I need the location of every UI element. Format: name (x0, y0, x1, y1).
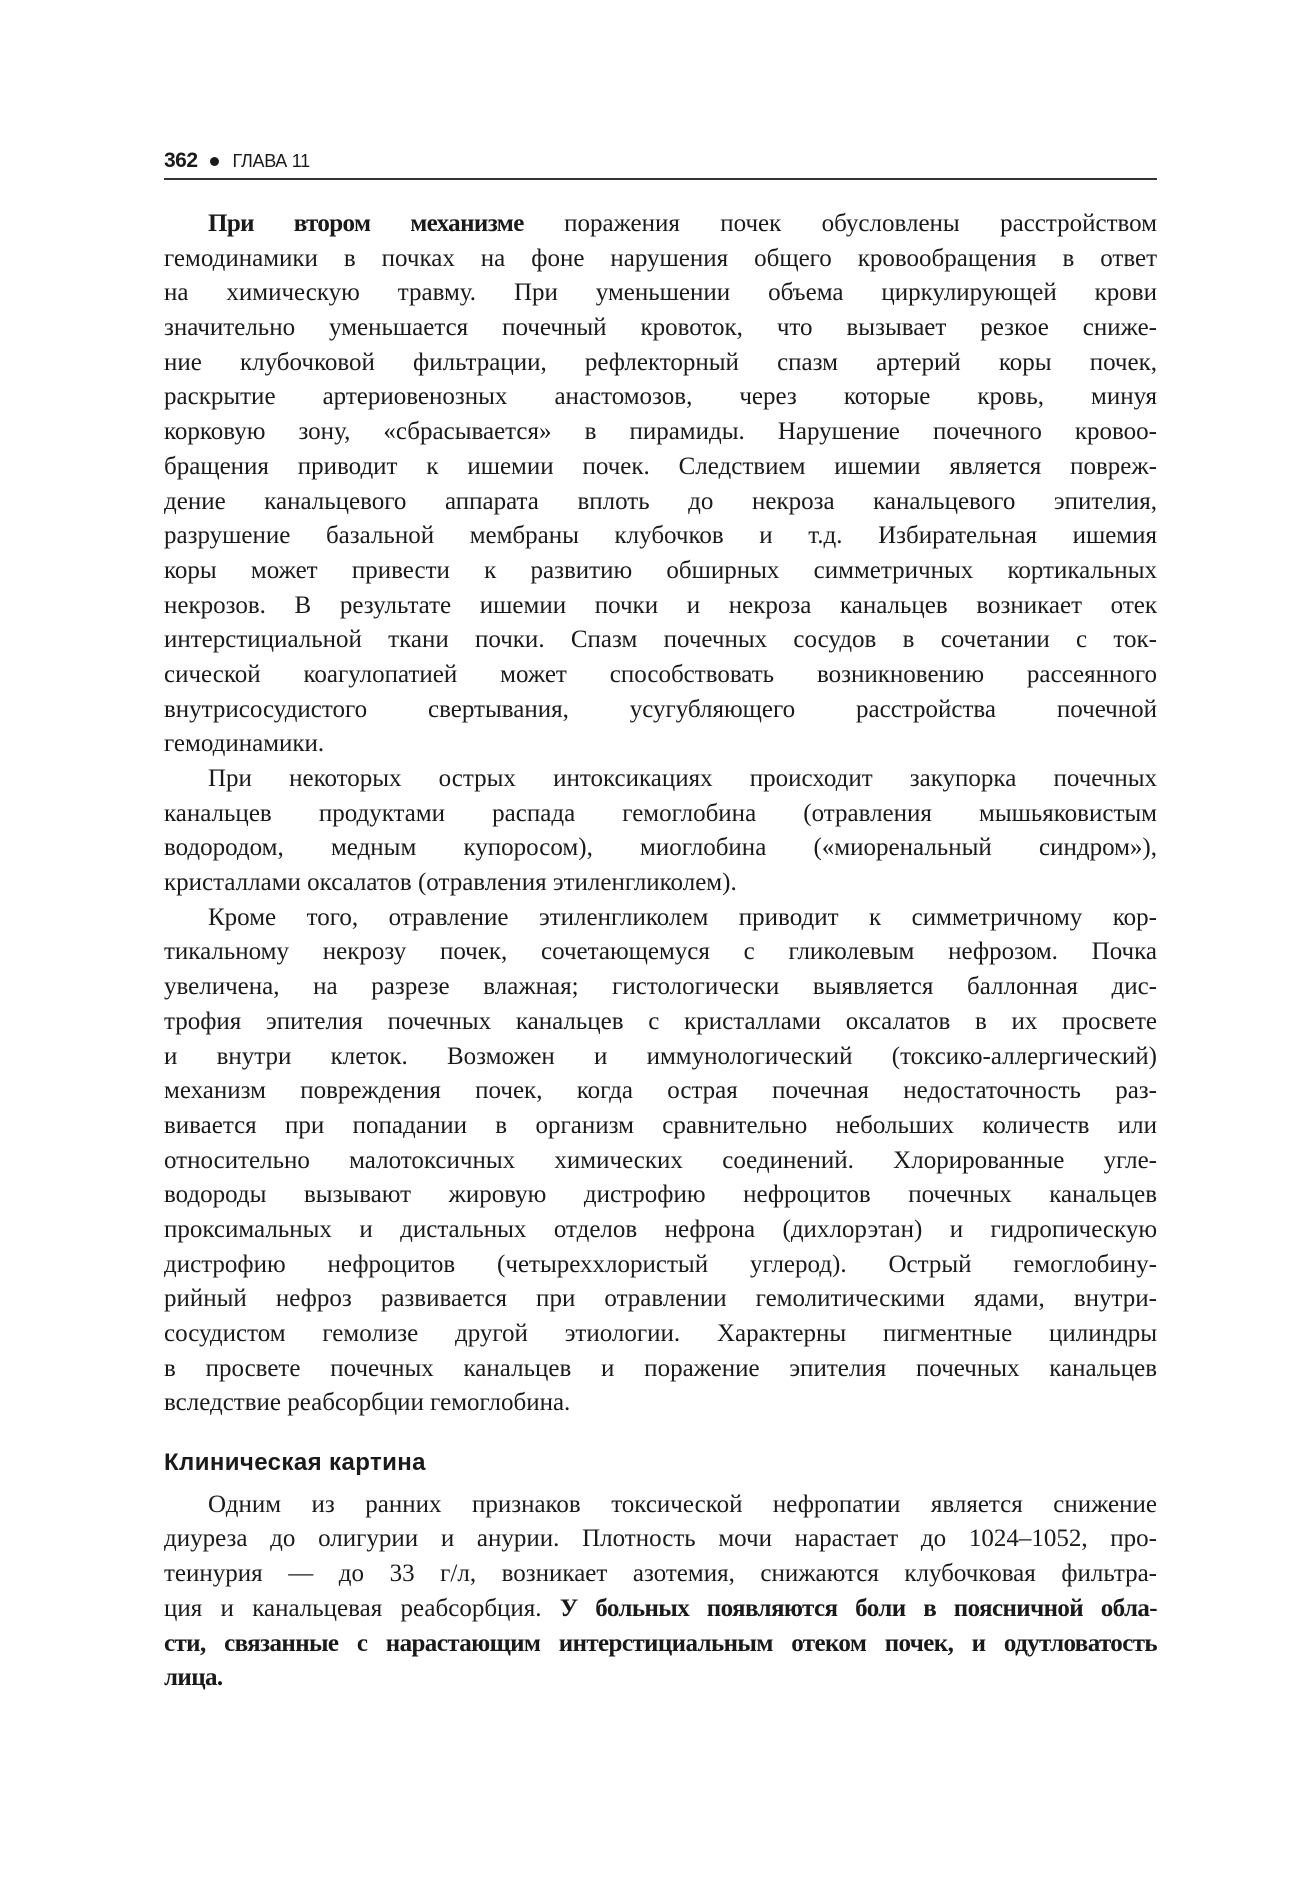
text-line: гемодинамики. (164, 730, 325, 758)
page-body (164, 207, 1157, 1696)
text-line: значительно уменьшается почечный кровоток, что вызывает резкое сниже- (164, 314, 1157, 342)
text-line: некрозов. В результате ишемии почки и некроза канальцев возникает отек (164, 591, 1157, 619)
text-line: механизм повреждения почек, когда острая почечная недостаточность раз- (164, 1077, 1157, 1105)
text-line (164, 1627, 1157, 1662)
paragraph (164, 901, 1157, 1421)
text-line: бращения приводит к ишемии почек. Следствием ишемии является повреж- (164, 452, 1157, 480)
text-line (164, 207, 1157, 242)
page-number: 362 (164, 149, 198, 172)
text-line: сической коагулопатией может способствовать возникновению рассеянного (164, 660, 1157, 688)
text-line: дение канальцевого аппарата вплоть до некроза канальцевого эпителия, (164, 487, 1157, 515)
paragraph (164, 1488, 1157, 1696)
text-line: увеличена, на разрезе влажная; гистологически выявляется баллонная дис- (164, 973, 1157, 1001)
text-line: водороды вызывают жировую дистрофию нефроцитов почечных канальцев (164, 1181, 1157, 1209)
header-rule (164, 178, 1157, 180)
text-line: вивается при попадании в организм сравнительно небольших количеств или (164, 1111, 1157, 1139)
bold-text: При втором механизме (208, 210, 524, 237)
text-line: на химическую травму. При уменьшении объема циркулирующей крови (164, 279, 1157, 307)
paragraphs-before (164, 207, 1157, 1421)
text-line: разрушение базальной мембраны клубочков и т.д. Избирательная ишемия (164, 522, 1157, 550)
text-line: в просвете почечных канальцев и поражение эпителия почечных канальцев (164, 1354, 1157, 1382)
text-line: корковую зону, «сбрасывается» в пирамиды. Нарушение почечного кровоо- (164, 418, 1157, 446)
running-header (164, 146, 1157, 176)
bullet-separator (210, 157, 219, 166)
text-line: интерстициальной ткани почки. Спазм почечных сосудов в сочетании с ток- (164, 626, 1157, 654)
text-line: рийный нефроз развивается при отравлении гемолитическими ядами, внутри- (164, 1285, 1157, 1313)
bold-text: У больных появляются боли в поясничной обла- (559, 1594, 1157, 1622)
text-line: и внутри клеток. Возможен и иммунологический (токсико-аллергический) (164, 1042, 1157, 1070)
text-line: раскрытие артериовенозных анастомозов, через которые кровь, минуя (164, 383, 1157, 411)
text-line: теинурия — до 33 г/л, возникает азотемия, снижаются клубочковая фильтра- (164, 1560, 1157, 1588)
chapter-label: ГЛАВА 11 (232, 150, 310, 171)
text-line: канальцев продуктами распада гемоглобина (отравления мышьяковистым (164, 799, 1157, 827)
text-line (164, 1661, 1157, 1696)
text-line: гемодинамики в почках на фоне нарушения общего кровообращения в ответ (164, 244, 1157, 272)
text-span: ция и канальцевая реабсорбция. (164, 1594, 560, 1622)
text-line: ние клубочковой фильтрации, рефлекторный спазм артерий коры почек, (164, 348, 1157, 376)
text-line: трофия эпителия почечных канальцев с кристаллами оксалатов в их просвете (164, 1007, 1157, 1035)
paragraph (164, 762, 1157, 901)
text-line: При некоторых острых интоксикациях происходит закупорка почечных (208, 765, 1157, 792)
section-heading: Клиническая картина (164, 1449, 426, 1477)
paragraphs-after (164, 1488, 1157, 1696)
text-span: поражения почек обусловлены расстройством (523, 210, 1157, 237)
bold-text: лица. (164, 1664, 223, 1692)
text-line: кристаллами оксалатов (отравления этиленгликолем). (164, 869, 737, 897)
text-line: внутрисосудистого свертывания, усугубляющего расстройства почечной (164, 695, 1157, 723)
text-line: дистрофию нефроцитов (четыреххлористый углерод). Острый гемоглобину- (164, 1250, 1157, 1278)
text-line: проксимальных и дистальных отделов нефрона (дихлорэтан) и гидропическую (164, 1215, 1157, 1243)
text-line: диуреза до олигурии и анурии. Плотность мочи нарастает до 1024–1052, про- (164, 1525, 1157, 1553)
text-line (164, 1592, 1157, 1627)
text-line: относительно малотоксичных химических соединений. Хлорированные угле- (164, 1146, 1157, 1174)
paragraph (164, 207, 1157, 762)
text-line: тикальному некрозу почек, сочетающемуся с гликолевым нефрозом. Почка (164, 938, 1157, 966)
text-line: Кроме того, отравление этиленгликолем приводит к симметричному кор- (208, 903, 1157, 931)
bold-text: сти, связанные с нарастающим интерстициальным отеком почек, и одутловатость (164, 1629, 1157, 1657)
text-line: коры может привести к развитию обширных симметричных кортикальных (164, 556, 1157, 584)
text-line: вследствие реабсорбции гемоглобина. (164, 1389, 571, 1417)
text-line: водородом, медным купоросом), миоглобина («миоренальный синдром»), (164, 834, 1157, 862)
text-line: сосудистом гемолизе другой этиологии. Характерны пигментные цилиндры (164, 1320, 1157, 1347)
text-line: Одним из ранних признаков токсической нефропатии является снижение (208, 1490, 1157, 1518)
